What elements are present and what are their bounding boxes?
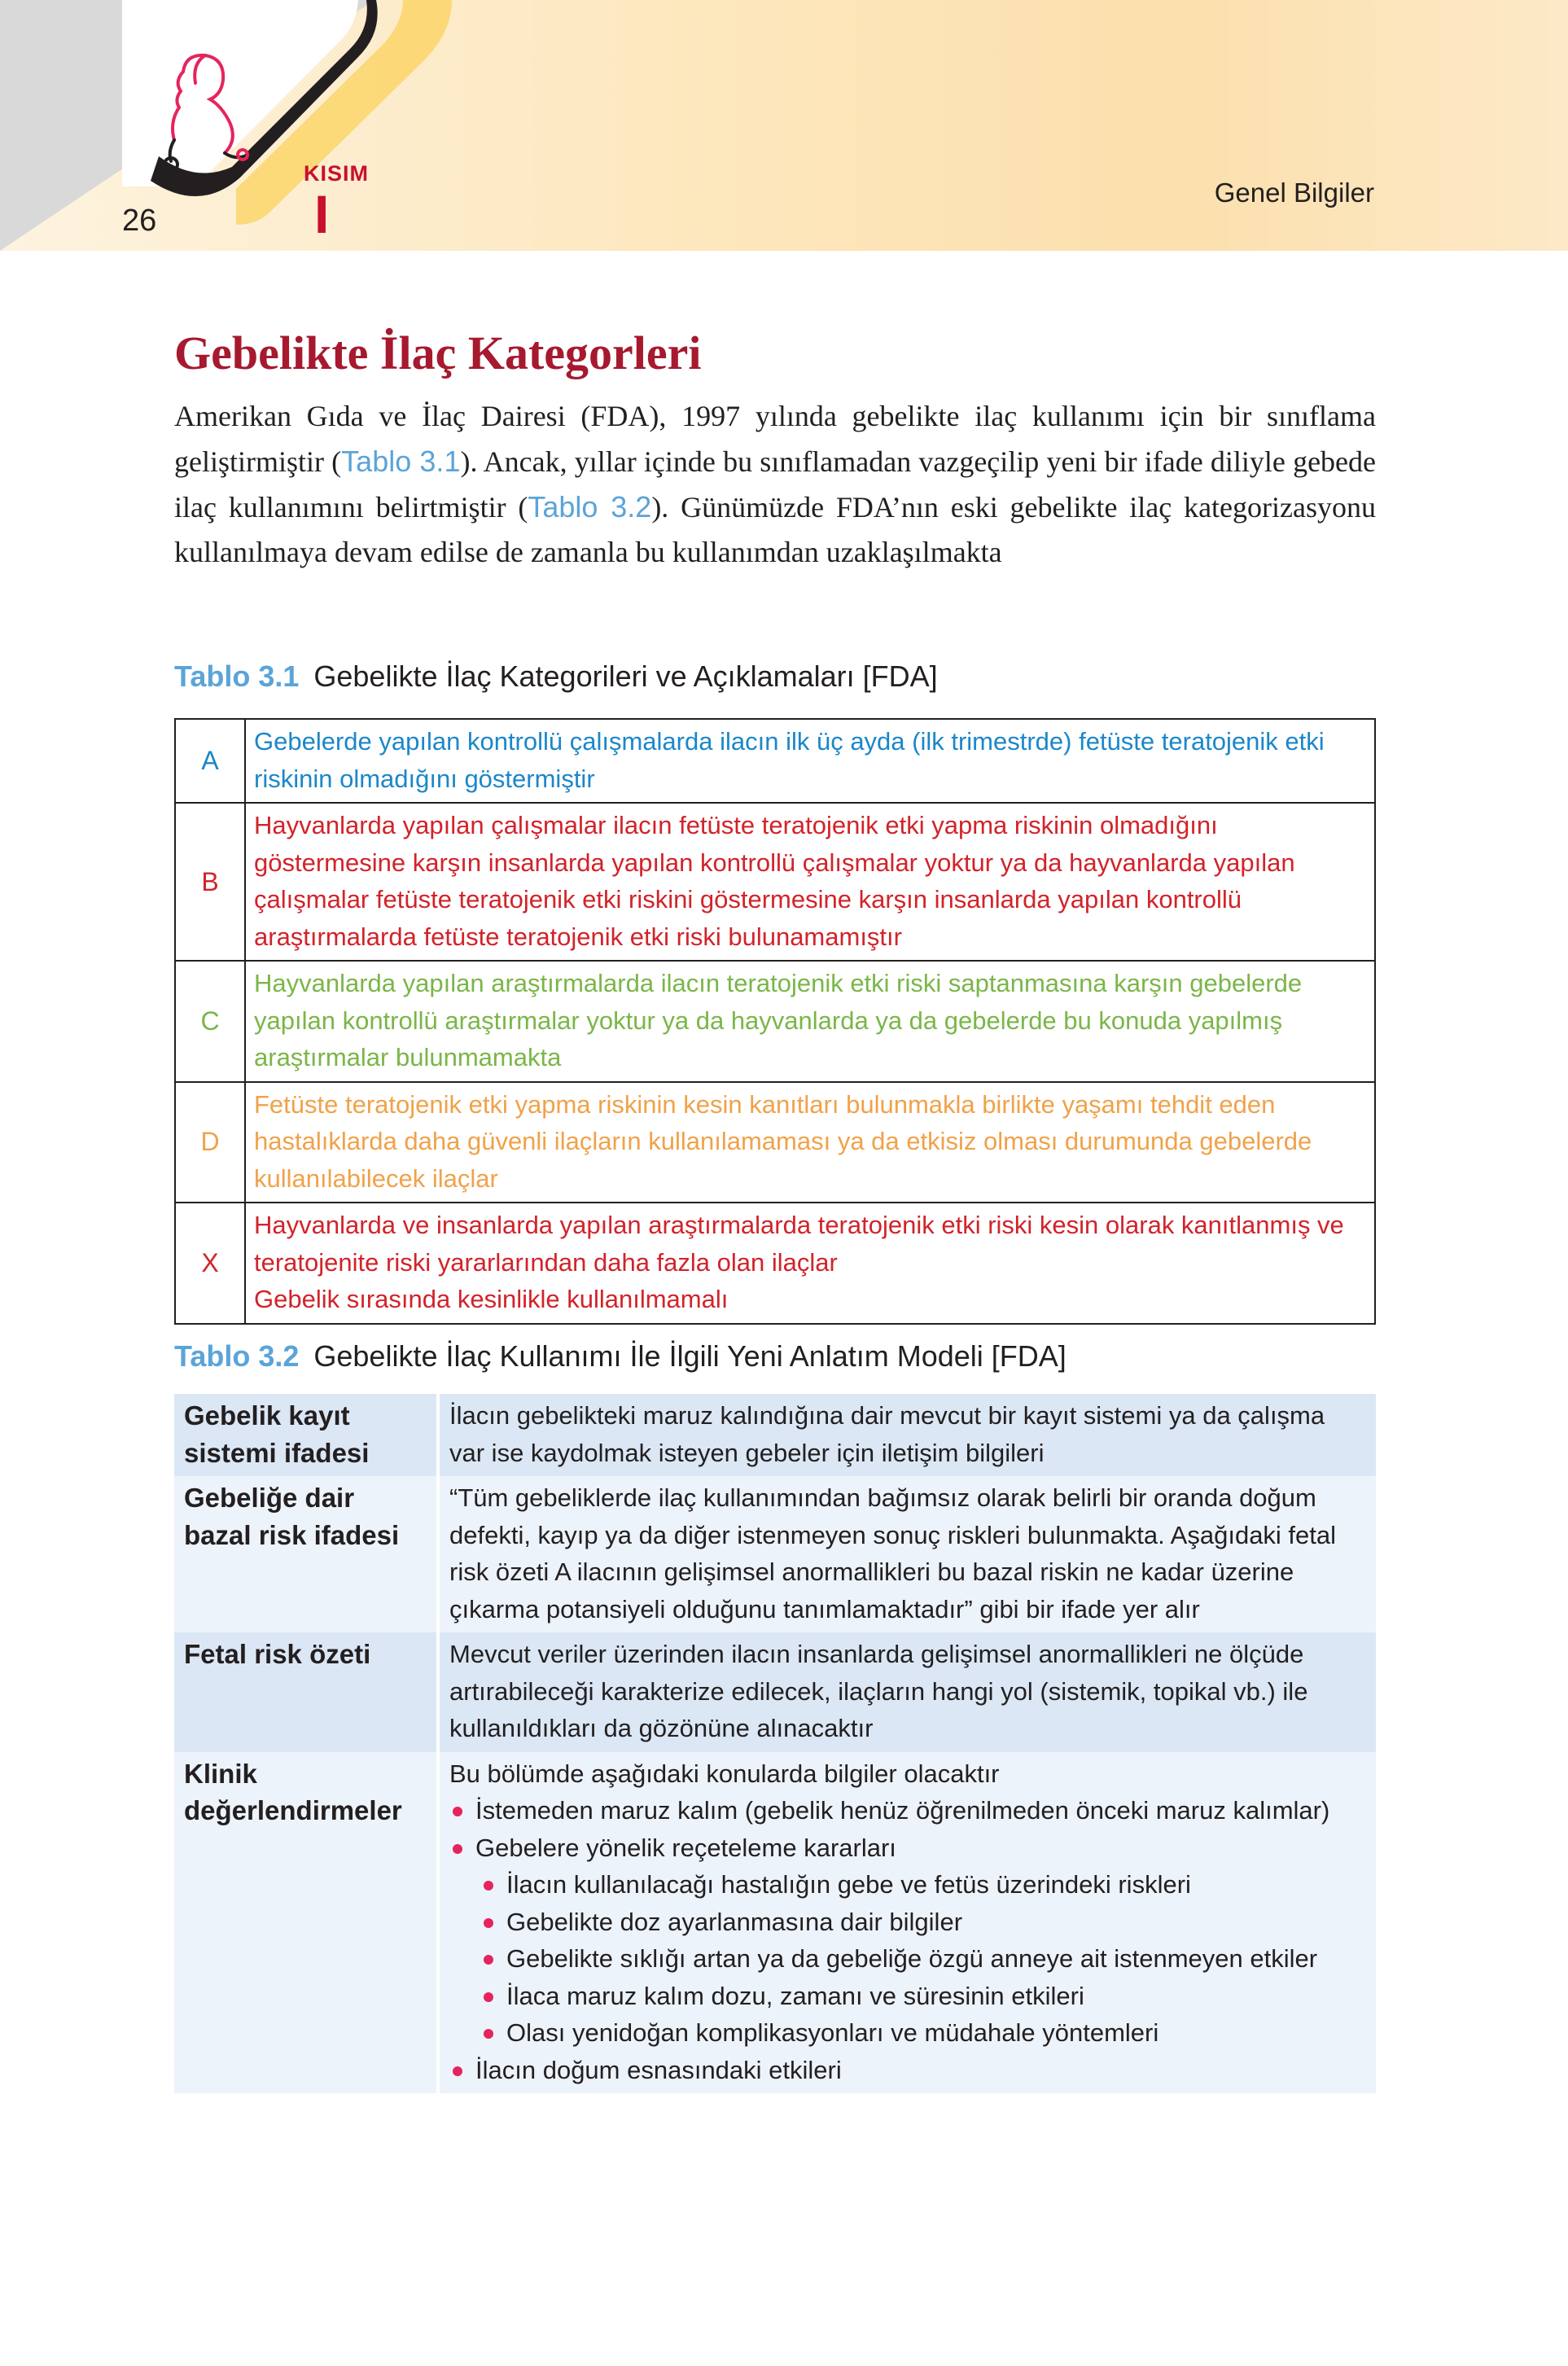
category-description [245,1203,1375,1324]
category-letter: X [175,1203,245,1324]
part-numeral: I [314,184,330,244]
bullet-list [449,1792,1366,2088]
fda-category-table [174,718,1376,1325]
row-text: İlacın gebelikteki maruz kalındığına dair mevcut bir kayıt sistemi ya da çalışma var ise kaydolmak isteyen gebeler için iletişim bilgileri [438,1394,1376,1476]
sub-list-item: İlacın kullanılacağı hastalığın gebe ve fetüs üzerindeki riskleri [449,1866,1366,1904]
table-row [175,803,1375,961]
table-row [174,1394,1376,1476]
row-label: Fetal risk özeti [174,1632,438,1752]
table-number: Tablo 3.2 [174,1339,300,1373]
section-title: Gebelikte İlaç Kategorleri [174,326,702,379]
part-label: KISIM [304,161,370,186]
category-description: Fetüste teratojenik etki yapma riskinin kesin kanıtları bulunmakla birlikte yaşamı tehdit eden hastalıklarda daha güvenli ilaçların kullanılamaması ya da etkisiz olması durumunda gebelerde kullanılabilecek ilaçlar [245,1082,1375,1203]
table-3-2-caption [174,1339,1067,1374]
category-description-line: Hayvanlarda ve insanlarda yapılan araştırmalarda teratojenik etki riski kesin olarak kanıtlanmış ve teratojenite riski yararlarından daha fazla olan ilaçlar [254,1211,1344,1277]
category-letter: B [175,803,245,961]
row-label: Gebelik kayıt sistemi ifadesi [174,1394,438,1476]
running-title: Genel Bilgiler [1214,177,1374,208]
category-letter: A [175,719,245,803]
sub-list-item: Olası yenidoğan komplikasyonları ve müdahale yöntemleri [449,2014,1366,2052]
sub-list-item: Gebelikte doz ayarlanmasına dair bilgiler [449,1904,1366,1941]
intro-paragraph [174,394,1376,575]
table-caption-text: Gebelikte İlaç Kategorileri ve Açıklamaları [FDA] [313,659,938,693]
page-header [0,0,1568,251]
sub-list-item: Gebelikte sıklığı artan ya da gebeliğe özgü anneye ait istenmeyen etkiler [449,1940,1366,1978]
row-label: Gebeliğe dair bazal risk ifadesi [174,1476,438,1632]
table-row [175,961,1375,1082]
table-3-2-reference-link[interactable]: Tablo 3.2 [528,490,652,524]
category-description: Hayvanlarda yapılan çalışmalar ilacın fetüste teratojenik etki yapma riskinin olmadığını göstermesine karşın insanlarda yapılan kontrollü çalışmalar yoktur ya da hayvanlarda yapılan çalışmalar fetüste teratojenik etki riskini göstermesine karşın insanlarda yapılan kontrollü araştırmalarda fetüste teratojenik etki riski bulunamamıştır [245,803,1375,961]
table-row [175,1082,1375,1203]
category-letter: C [175,961,245,1082]
category-description: Gebelerde yapılan kontrollü çalışmalarda ilacın ilk üç ayda (ilk trimestrde) fetüste teratojenik etki riskinin olmadığını göstermiştir [245,719,1375,803]
row-label: Klinik değerlendirmeler [174,1752,438,2094]
intro-text-3: ). Günümüzde FDA’nın eski gebelikte ilaç kategorizasyonu kullanılmaya devam edilse de zamanla bu kullanımdan uzaklaşılmakta [174,491,1376,568]
list-item: İlacın doğum esnasındaki etkileri [449,2052,1366,2089]
list-item: Gebelere yönelik reçeteleme kararları [449,1829,1366,1867]
table-caption-text: Gebelikte İlaç Kullanımı İle İlgili Yeni Anlatım Modeli [FDA] [313,1339,1067,1373]
list-item: İstemeden maruz kalım (gebelik henüz öğrenilmeden önceki maruz kalımlar) [449,1792,1366,1829]
table-row [174,1752,1376,2094]
header-decoration [0,0,505,251]
table-number: Tablo 3.1 [174,659,300,693]
row-text: “Tüm gebeliklerde ilaç kullanımından bağımsız olarak belirli bir oranda doğum defekti, kayıp ya da diğer istenmeyen sonuç riskleri bulunmakta. Aşağıdaki fetal risk özeti A ilacının gelişimsel anormallikleri bu bazal riskin ne kadar üzerine çıkarma potansiyeli olduğunu tanımlamaktadır” gibi bir ifade yer alır [438,1476,1376,1632]
sub-list-item: İlaca maruz kalım dozu, zamanı ve süresinin etkileri [449,1978,1366,2015]
row-text [438,1752,1376,2094]
page-number: 26 [122,204,157,238]
intro-text-2: ). Ancak, yıllar içinde bu sınıflamadan vazgeçilip yeni bir ifade diliyle gebede ilaç kullanımını belirtmiştir ( [174,445,1377,524]
category-description: Hayvanlarda yapılan araştırmalarda ilacın teratojenik etki riski saptanmasına karşın gebelerde yapılan kontrollü araştırmalar yoktur ya da hayvanlarda ya da gebelerde bu konuda yapılmış araştırmalar bulunmamakta [245,961,1375,1082]
category-description-line: Gebelik sırasında kesinlikle kullanılmamalı [254,1285,729,1313]
table-3-1-caption [174,659,938,694]
row-text: Mevcut veriler üzerinden ilacın insanlarda gelişimsel anormallikleri ne ölçüde artırabileceği karakterize edilecek, ilaçların hangi yol (sistemik, topikal vb.) ile kullanıldıkları da gözönüne alınacaktır [438,1632,1376,1752]
fda-new-labeling-table [174,1394,1376,2093]
table-row [175,719,1375,803]
table-row [175,1203,1375,1324]
table-3-1-reference-link[interactable]: Tablo 3.1 [341,445,461,478]
table-row [174,1476,1376,1632]
bullet-intro: Bu bölümde aşağıdaki konularda bilgiler olacaktır [449,1759,1000,1788]
category-letter: D [175,1082,245,1203]
intro-text-1: Amerikan Gıda ve İlaç Dairesi (FDA), 1997 yılında gebelikte ilaç kullanımı için bir sınıflama geliştirmiştir ( [174,400,1376,478]
table-row [174,1632,1376,1752]
